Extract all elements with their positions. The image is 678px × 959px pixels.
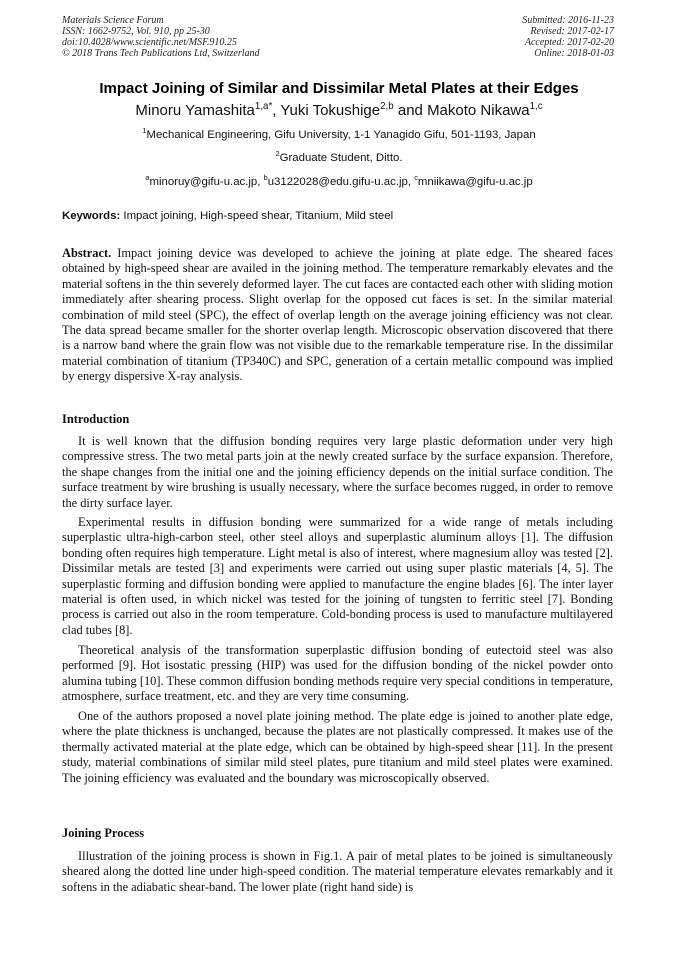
email-c-mark: c xyxy=(414,173,418,183)
email-b[interactable]: u3122028@edu.gifu-u.ac.jp, xyxy=(267,176,415,188)
journal-copyright: © 2018 Trans Tech Publications Ltd, Switzerland xyxy=(62,48,260,59)
intro-paragraph-4: One of the authors proposed a novel plate joining method. The plate edge is joined to another plate edge, where the plate thickness is unchanged, because the plates are not plastically compressed. It makes use of the thermally activated material at the plate edge, which can be obtained by high-speed shear [11]. In the present study, material combinations of similar mild steel plates, pure titanium and mild steel plates were examined. The joining efficiency was evaluated and the boundary was microscopically observed. xyxy=(62,709,613,785)
author-1-affil: 1,a* xyxy=(254,101,273,112)
author-1: Minoru Yamashita xyxy=(135,102,255,119)
journal-doi: doi:10.4028/www.scientific.net/MSF.910.25 xyxy=(62,37,237,48)
section-heading-introduction: Introduction xyxy=(62,412,130,426)
journal-issn: ISSN: 1662-9752, Vol. 910, pp 25-30 xyxy=(62,26,210,37)
affiliation-1-text: Mechanical Engineering, Gifu University, 1-1 Yanagido Gifu, 501-1193, Japan xyxy=(146,129,536,141)
date-revised: Revised: 2017-02-17 xyxy=(530,26,614,37)
keywords-text: Impact joining, High-speed shear, Titanium, Mild steel xyxy=(120,210,394,222)
keywords xyxy=(62,209,617,223)
author-separator: , xyxy=(272,102,281,119)
intro-paragraph-2: Experimental results in diffusion bonding were summarized for a wide range of metals including superplastic ultra-high-carbon steel, other steel alloys and superplastic aluminum alloys [1]. The diffusion bonding often requires high temperature. Light metal is also of interest, where magnesium alloy was tested [2]. Dissimilar metals are tested [3] and experiments were carried out using super plastic materials [4, 5]. The superplastic forming and diffusion bonding were applied to manufacture the engine blades [6]. The inter layer material is often used, in which nickel was tested for the joining of tungsten to ferritic steel [7]. Bonding process is carried out also in the room temperature. Cold-bonding process is used to manufacture multilayered clad tubes [8]. xyxy=(62,515,613,637)
date-accepted: Accepted: 2017-02-20 xyxy=(524,37,614,48)
affiliation-2-text: Graduate Student, Ditto. xyxy=(279,152,403,164)
affiliation-1 xyxy=(0,128,678,142)
author-3-affil: 1,c xyxy=(529,101,543,112)
keywords-label: Keywords: xyxy=(62,210,121,222)
affiliation-1-mark: 1 xyxy=(142,126,147,136)
abstract xyxy=(62,246,613,385)
email-c[interactable]: mniikawa@gifu-u.ac.jp xyxy=(417,176,533,188)
section-heading-joining-process: Joining Process xyxy=(62,826,145,840)
author-2: Yuki Tokushige xyxy=(280,102,381,119)
email-a[interactable]: minoruy@gifu-u.ac.jp, xyxy=(149,176,264,188)
affiliation-2-mark: 2 xyxy=(275,149,280,159)
abstract-label: Abstract. xyxy=(62,246,112,260)
author-2-affil: 2,b xyxy=(380,101,394,112)
abstract-text: Impact joining device was developed to achieve the joining at plate edge. The sheared faces obtained by high-speed shear are availed in the joining method. The temperature remarkably elevates and the material softens in the thin severely deformed layer. The cut faces are contacted each other with sliding motion immediately after shearing process. Slight overlap for the opposed cut faces is set. In the similar material combination of mild steel (SPC), the effect of overlap length on the average joining efficiency was not clear. The data spread became smaller for the shorter overlap length. Microscopic observation discovered that there is a narrow band where the grain flow was not visible due to the remarkable temperature rise. In the dissimilar material combination of titanium (TP340C) and SPC, generation of a certain metallic compound was implied by energy dispersive X-ray analysis. xyxy=(62,246,613,384)
date-submitted: Submitted: 2016-11-23 xyxy=(522,15,614,26)
paper-title: Impact Joining of Similar and Dissimilar Metal Plates at their Edges xyxy=(99,80,579,97)
author-list xyxy=(0,101,678,121)
intro-paragraph-1: It is well known that the diffusion bonding requires very large plastic deformation under very high compressive stress. The two metal parts join at the newly created surface by the surface expansion. Therefore, the shape changes from the initial one and the joining efficiency depends on the initial surface condition. The surface treatment by wire brushing is usually necessary, where the surface becomes rugged, in order to remove the dirty surface layer. xyxy=(62,434,613,510)
author-separator: and xyxy=(393,102,428,119)
joining-paragraph-1: Illustration of the joining process is shown in Fig.1. A pair of metal plates to be joined is simultaneously sheared along the dotted line under high-speed condition. The material temperature elevates remarkably and it softens in the adiabatic shear-band. The lower plate (right hand side) is xyxy=(62,849,613,894)
author-emails xyxy=(0,175,678,189)
author-3: Makoto Nikawa xyxy=(427,102,530,119)
email-a-mark: a xyxy=(145,173,150,183)
affiliation-2 xyxy=(0,151,678,165)
journal-header xyxy=(62,15,260,59)
date-online: Online: 2018-01-03 xyxy=(534,48,614,59)
email-b-mark: b xyxy=(263,173,268,183)
journal-name: Materials Science Forum xyxy=(62,15,164,26)
intro-paragraph-3: Theoretical analysis of the transformation superplastic diffusion bonding of eutectoid steel was also performed [9]. Hot isostatic pressing (HIP) was used for the diffusion bonding of the nickel powder onto alumina tubing [10]. These common diffusion bonding methods require very special conditions in temperature, atmosphere, surface treatment, etc. and they are very time consuming. xyxy=(62,643,613,704)
dates-header xyxy=(522,15,614,59)
